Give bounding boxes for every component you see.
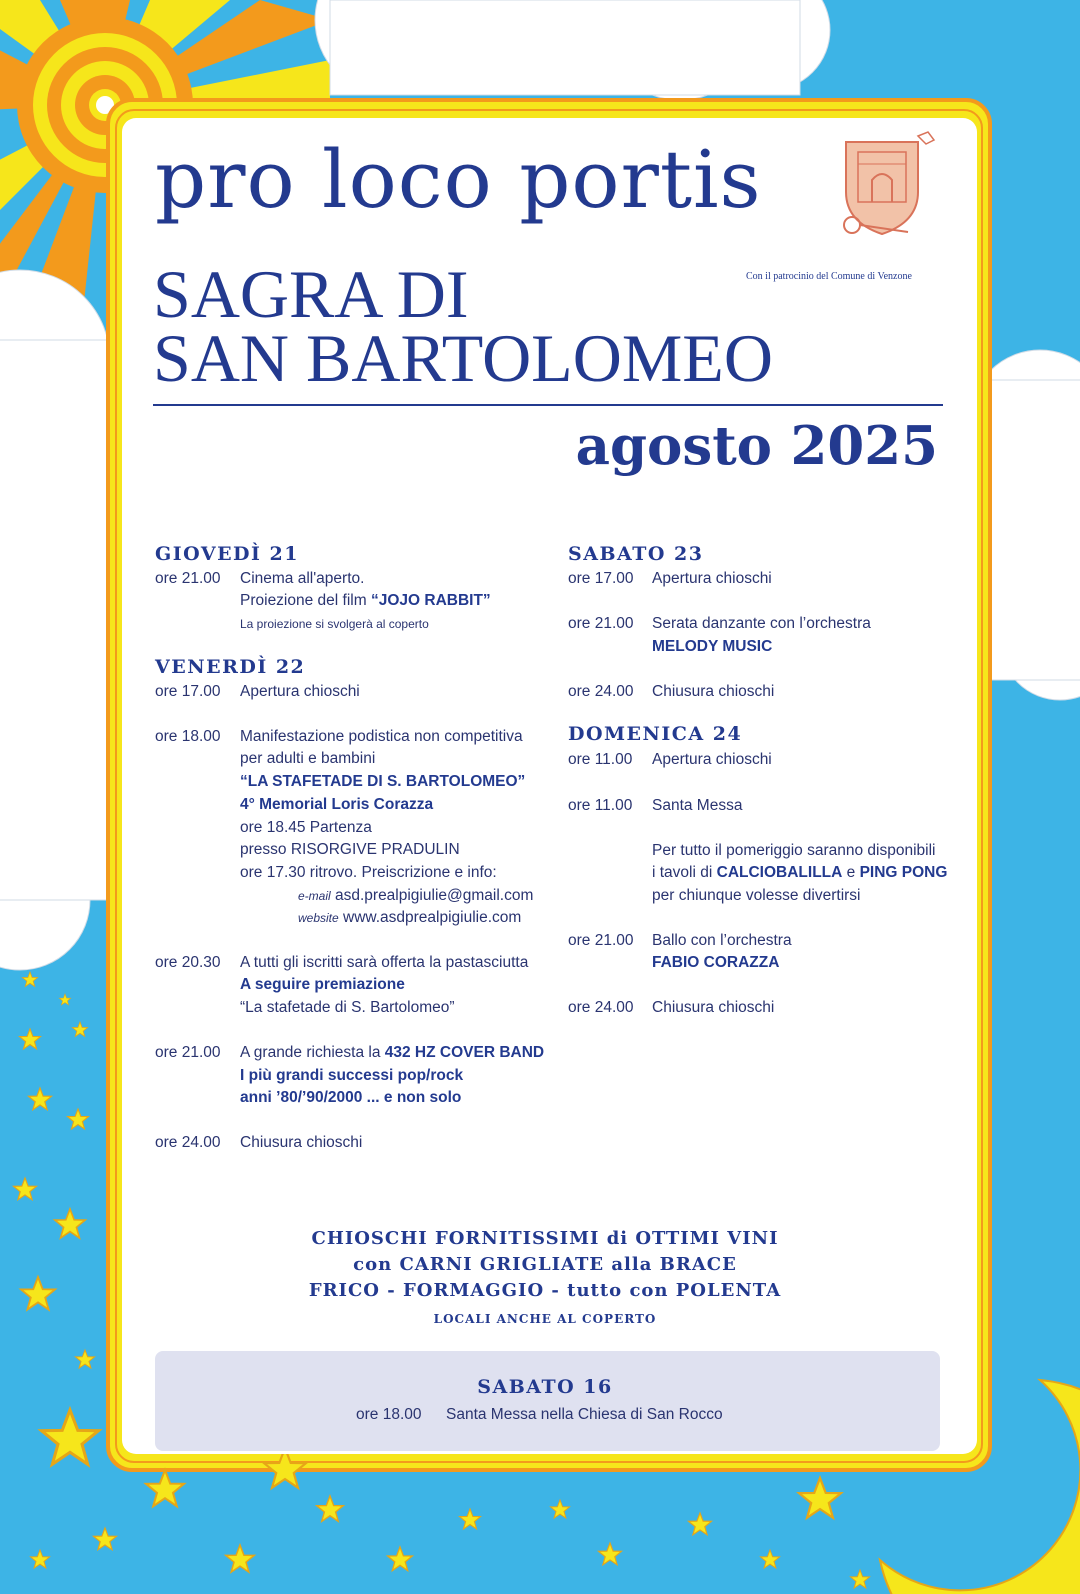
time: ore 11.00 <box>568 797 633 814</box>
program-line: Serata danzante con l’orchestra <box>652 615 871 632</box>
time: ore 17.00 <box>568 570 634 587</box>
program-line: Chiusura chioschi <box>652 999 775 1016</box>
time: ore 18.00 <box>155 728 221 745</box>
program-line: i tavoli di CALCIOBALILLA e PING PONG <box>652 864 948 881</box>
time: ore 21.00 <box>568 615 634 632</box>
page-title: pro loco portis <box>155 133 762 226</box>
program-line: ore 18.45 Partenza <box>240 819 372 836</box>
program-line: ore 17.30 ritrovo. Preiscrizione e info: <box>240 864 497 881</box>
program-line: Proiezione del film “JOJO RABBIT” <box>240 592 491 609</box>
extra-event-box <box>155 1351 940 1451</box>
time: ore 20.30 <box>155 954 221 971</box>
program-line: per adulti e bambini <box>240 750 376 767</box>
title-divider <box>153 404 943 406</box>
program-line: per chiunque volesse divertirsi <box>652 887 861 904</box>
event-date: agosto 2025 <box>575 415 938 477</box>
extra-day-heading: SABATO 16 <box>477 1376 613 1398</box>
program-line: A tutti gli iscritti sarà offerta la pastasciutta <box>240 954 529 971</box>
program-line: Cinema all'aperto. <box>240 570 365 587</box>
time: ore 18.00 <box>356 1406 422 1423</box>
program-line: I più grandi successi pop/rock <box>240 1067 464 1084</box>
footer-line: con CARNI GRIGLIATE alla BRACE <box>353 1254 737 1275</box>
program-line: FABIO CORAZZA <box>652 954 780 971</box>
day-heading-giovedi: GIOVEDÌ 21 <box>155 543 299 565</box>
day-heading-venerdi: VENERDÌ 22 <box>155 656 306 678</box>
time: ore 17.00 <box>155 683 221 700</box>
email-line: e-mail asd.prealpigiulie@gmail.com <box>298 887 534 904</box>
program-line: Apertura chioschi <box>652 570 772 587</box>
program-line: “LA STAFETADE DI S. BARTOLOMEO” <box>240 773 526 790</box>
day-heading-domenica: DOMENICA 24 <box>568 723 743 745</box>
program-line: Chiusura chioschi <box>240 1134 363 1151</box>
program-line: “La stafetade di S. Bartolomeo” <box>240 999 455 1016</box>
program-line: Santa Messa <box>652 797 743 814</box>
program-line: 4° Memorial Loris Corazza <box>240 796 434 813</box>
footer-note: LOCALI ANCHE AL COPERTO <box>433 1312 657 1326</box>
time: ore 11.00 <box>568 751 633 768</box>
program-line: presso RISORGIVE PRADULIN <box>240 841 460 858</box>
time: ore 24.00 <box>568 683 634 700</box>
event-title: SAGRA DI SAN BARTOLOMEO <box>153 256 773 396</box>
website-link[interactable]: www.asdprealpigiulie.com <box>343 909 522 926</box>
program-line: Manifestazione podistica non competitiva <box>240 728 523 745</box>
program-line: Apertura chioschi <box>240 683 360 700</box>
program-line: Santa Messa nella Chiesa di San Rocco <box>446 1406 723 1423</box>
time: ore 21.00 <box>568 932 634 949</box>
day-heading-sabato: SABATO 23 <box>568 543 704 565</box>
program-line: Chiusura chioschi <box>652 683 775 700</box>
cloud-top <box>315 0 830 100</box>
program-line: Per tutto il pomeriggio saranno disponibili <box>652 842 936 859</box>
program-line: A seguire premiazione <box>240 976 405 993</box>
footer-line: CHIOSCHI FORNITISSIMI di OTTIMI VINI <box>311 1228 779 1249</box>
website-line: website www.asdprealpigiulie.com <box>298 909 522 926</box>
time: ore 21.00 <box>155 570 221 587</box>
program-line: MELODY MUSIC <box>652 638 773 655</box>
time: ore 24.00 <box>568 999 634 1016</box>
patronage-note: Con il patrocinio del Comune di Venzone <box>746 271 912 282</box>
email-link[interactable]: asd.prealpigiulie@gmail.com <box>334 887 534 904</box>
program-line: Ballo con l’orchestra <box>652 932 792 949</box>
footer-line: FRICO - FORMAGGIO - tutto con POLENTA <box>308 1280 782 1301</box>
crest-icon <box>838 130 938 245</box>
time: ore 21.00 <box>155 1044 221 1061</box>
program-line: Apertura chioschi <box>652 751 772 768</box>
program-line: A grande richiesta la 432 HZ COVER BAND <box>240 1044 545 1061</box>
program-line: anni ’80/’90/2000 ... e non solo <box>240 1089 462 1106</box>
program-note: La proiezione si svolgerà al coperto <box>240 617 429 631</box>
time: ore 24.00 <box>155 1134 221 1151</box>
